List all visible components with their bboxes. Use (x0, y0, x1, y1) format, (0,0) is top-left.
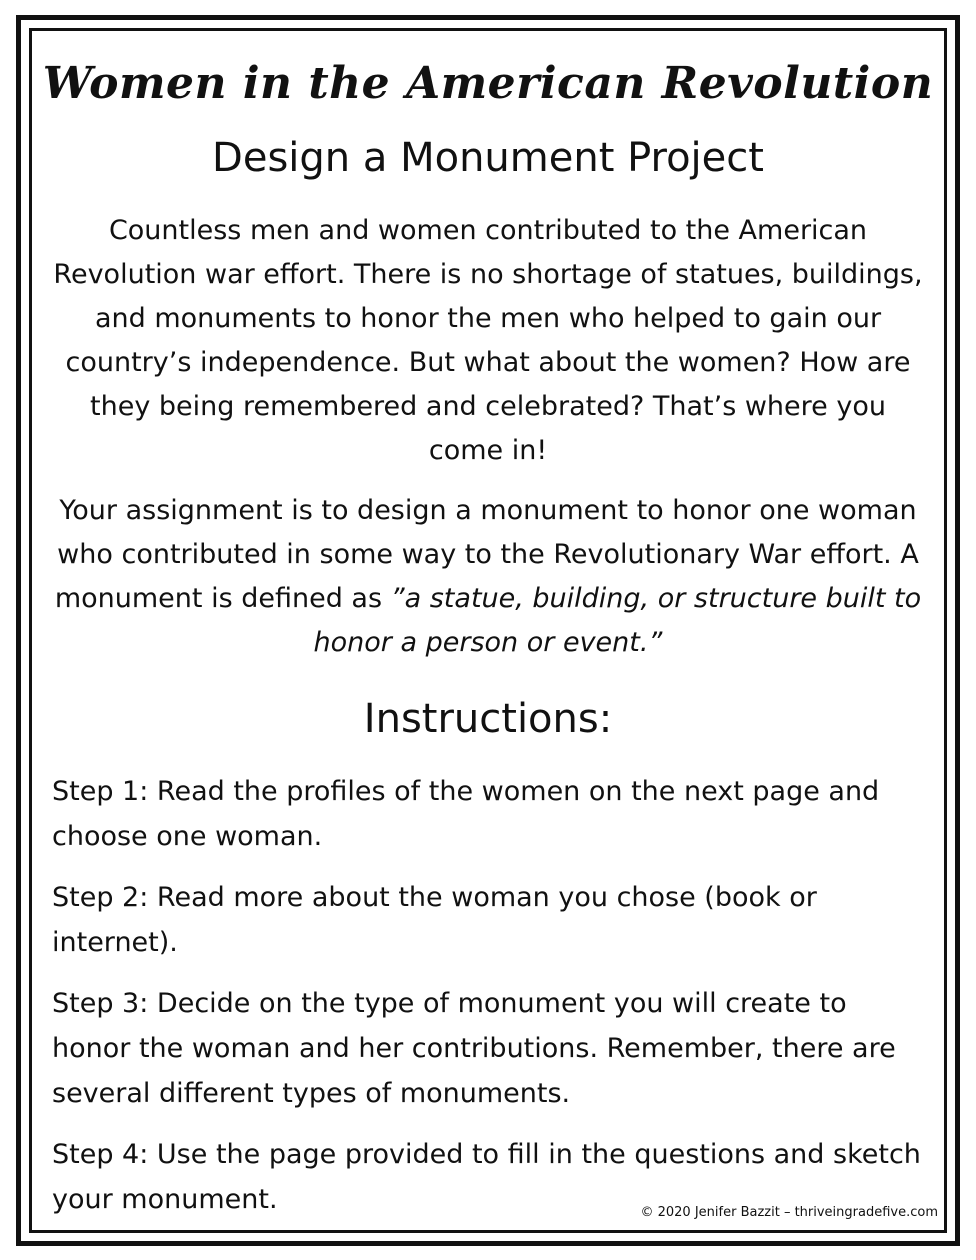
instruction-steps (52, 769, 932, 1230)
step-2: Step 2: Read more about the woman you chose (book or internet). (52, 882, 817, 958)
copyright-footer: © 2020 Jenifer Bazzit – thriveingradefive.com (640, 1205, 938, 1220)
instructions-heading: Instructions: (363, 696, 613, 742)
page-subtitle: Design a Monument Project (212, 135, 764, 181)
assignment-paragraph (50, 489, 926, 665)
page-title: Women in the American Revolution (42, 58, 934, 109)
assignment-text: Your assignment is to design a monument to honor one woman who contributed in some way to the Revolutionary War effort. A monument is defined as (54, 495, 919, 614)
intro-paragraph: Countless men and women contributed to the American Revolution war effort. There is no shortage of statues, buildings, and monuments to honor the men who helped to gain our country’s independence. But what about the women? How are they being remembered and celebrated? That’s where you come in! (53, 215, 923, 466)
document-content (32, 31, 944, 1230)
step-4: Step 4: Use the page provided to fill in the questions and sketch your monument. (52, 1139, 921, 1215)
monument-definition: ”a statue, building, or structure built to honor a person or event.” (313, 583, 922, 658)
step-1: Step 1: Read the profiles of the women on the next page and choose one woman. (52, 776, 880, 852)
step-3: Step 3: Decide on the type of monument you will create to honor the woman and her contributions. Remember, there are several different types of monuments. (52, 988, 896, 1109)
